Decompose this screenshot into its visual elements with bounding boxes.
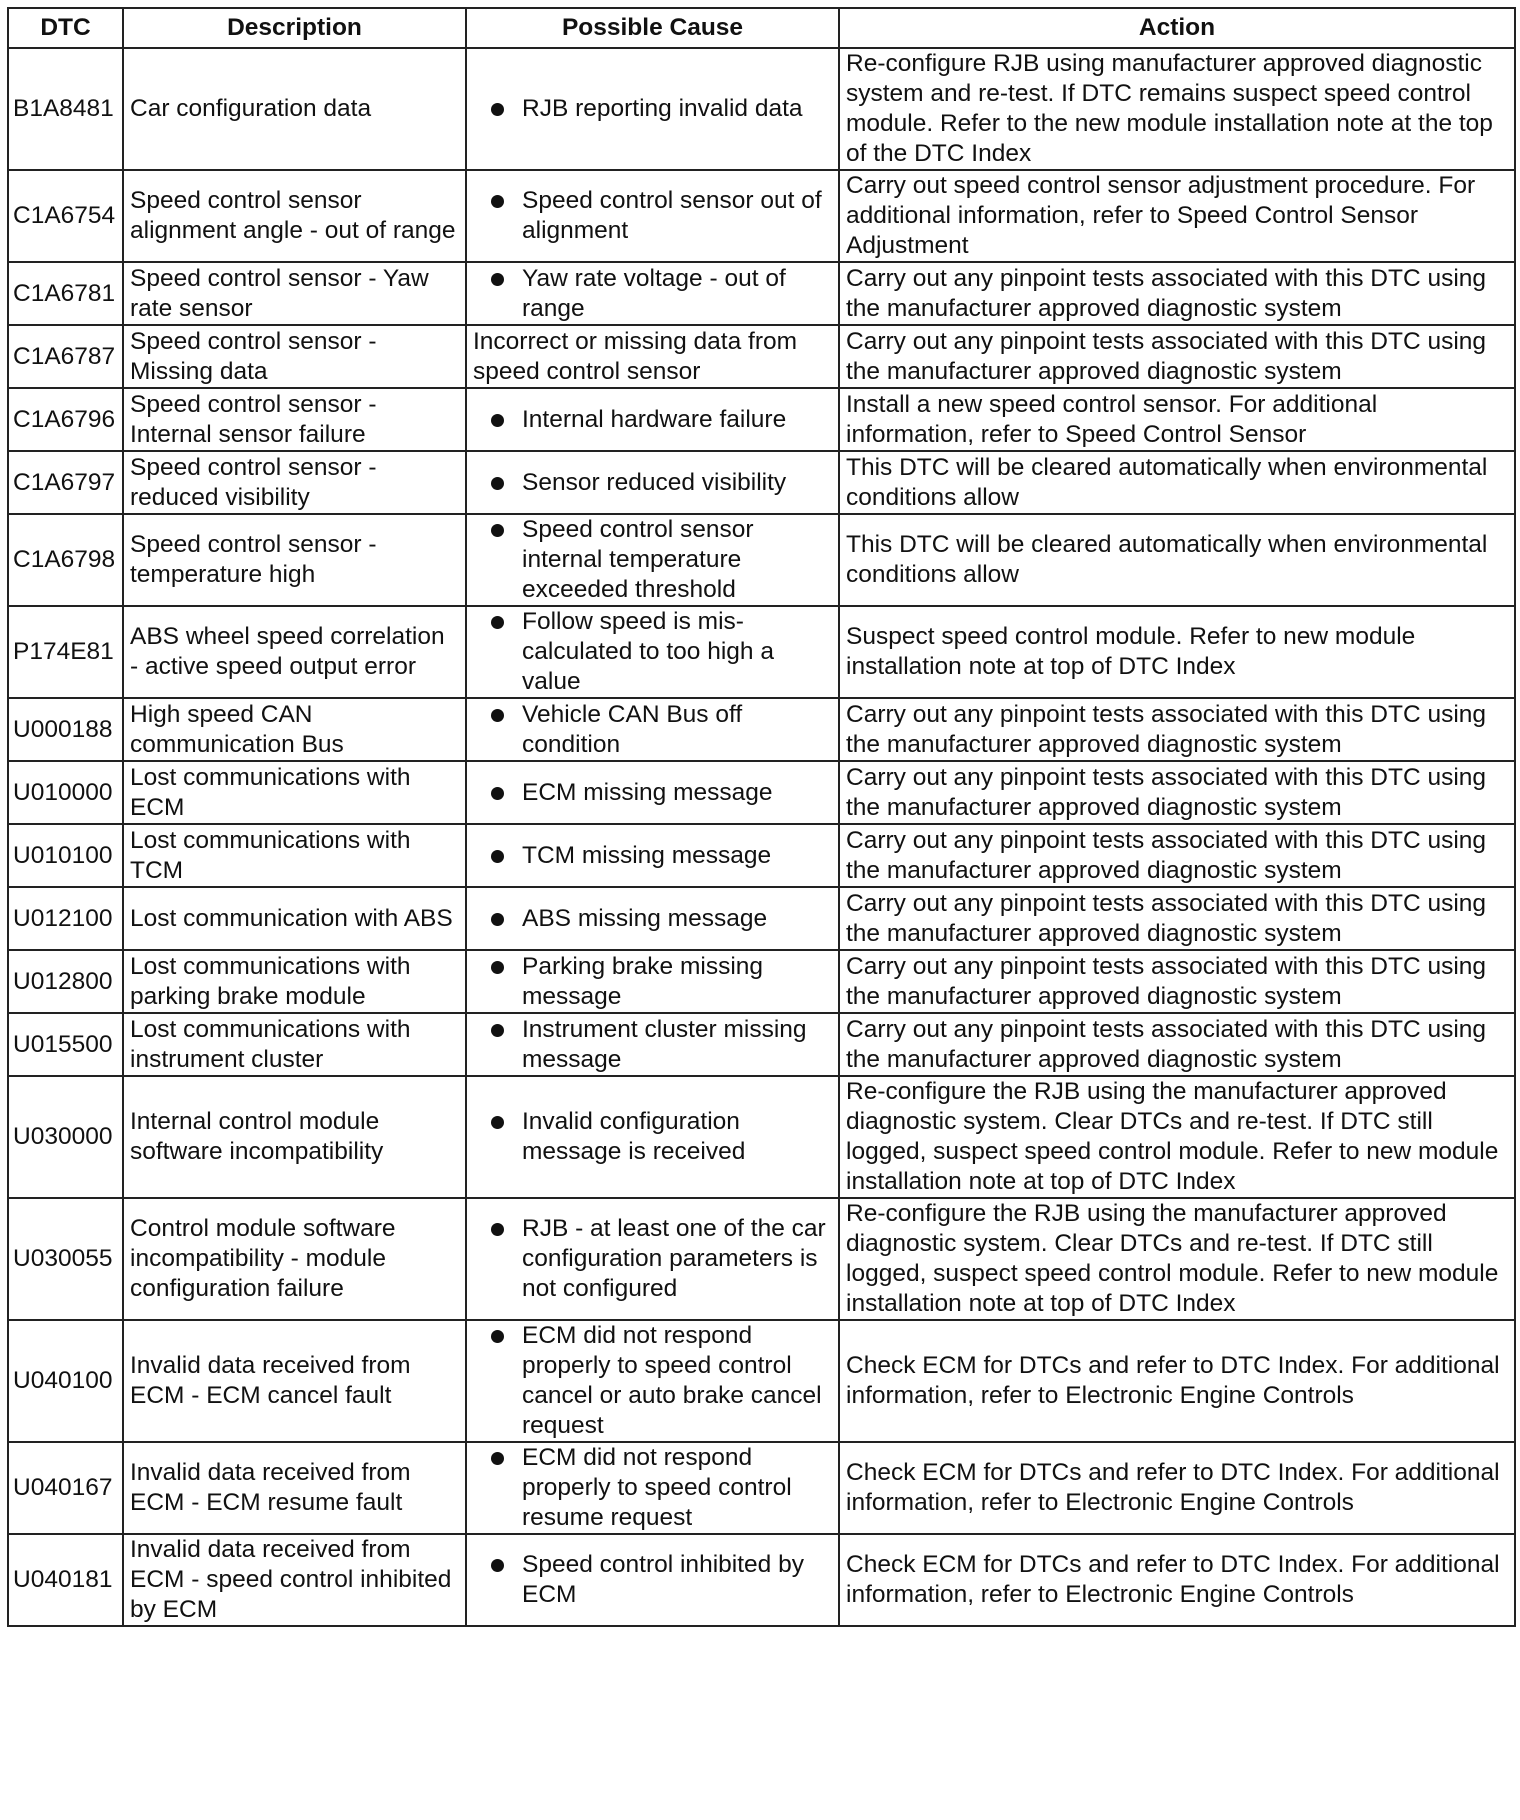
action: Install a new speed control sensor. For additional information, refer to Speed Control Sensor — [839, 388, 1515, 451]
header-description: Description — [123, 8, 466, 48]
possible-cause-text: RJB reporting invalid data — [522, 95, 803, 122]
possible-cause — [466, 1013, 839, 1076]
possible-cause-text: Parking brake missing message — [522, 952, 764, 1010]
table-row — [8, 1534, 1515, 1626]
action: Re-configure RJB using manufacturer approved diagnostic system and re-test. If DTC remains suspect speed control module. Refer to the new module installation note at the top of the DTC Index — [839, 48, 1515, 170]
action: Carry out any pinpoint tests associated with this DTC using the manufacturer approved diagnostic system — [839, 887, 1515, 950]
possible-cause-text: Follow speed is mis-calculated to too high a value — [522, 608, 774, 695]
possible-cause — [466, 262, 839, 325]
possible-cause — [466, 824, 839, 887]
table-row — [8, 48, 1515, 170]
dtc-description: Speed control sensor - temperature high — [123, 514, 466, 606]
dtc-description: Invalid data received from ECM - ECM resume fault — [123, 1442, 466, 1534]
dtc-code: B1A8481 — [8, 48, 123, 170]
possible-cause-text: ECM missing message — [522, 778, 773, 806]
possible-cause-text: Invalid configuration message is received — [522, 1108, 746, 1165]
possible-cause — [466, 698, 839, 761]
bullet-item — [473, 607, 832, 697]
table-row — [8, 824, 1515, 887]
table-row — [8, 1198, 1515, 1320]
possible-cause — [466, 388, 839, 451]
dtc-code: C1A6781 — [8, 262, 123, 325]
bullet-item — [473, 1550, 832, 1610]
possible-cause-text: TCM missing message — [522, 841, 772, 869]
bullet-icon — [491, 1559, 504, 1572]
bullet-icon — [491, 709, 504, 722]
action: Check ECM for DTCs and refer to DTC Index. For additional information, refer to Electronic Engine Controls — [839, 1442, 1515, 1534]
dtc-description: Lost communications with ECM — [123, 761, 466, 824]
dtc-description: Invalid data received from ECM - speed control inhibited by ECM — [123, 1534, 466, 1626]
table-row — [8, 1013, 1515, 1076]
bullet-icon — [491, 787, 504, 800]
bullet-icon — [491, 961, 504, 974]
bullet-item — [473, 405, 832, 435]
dtc-code: U012800 — [8, 950, 123, 1013]
possible-cause-text: Sensor reduced visibility — [522, 468, 787, 496]
possible-cause-text: Instrument cluster missing message — [522, 1015, 807, 1073]
possible-cause — [466, 950, 839, 1013]
bullet-item — [473, 952, 832, 1012]
dtc-code: P174E81 — [8, 606, 123, 698]
bullet-item — [473, 1015, 832, 1075]
possible-cause — [466, 1076, 839, 1198]
bullet-item — [473, 94, 832, 124]
header-action: Action — [839, 8, 1515, 48]
bullet-icon — [491, 1024, 504, 1037]
possible-cause — [466, 170, 839, 262]
dtc-code: U040181 — [8, 1534, 123, 1626]
table-row — [8, 887, 1515, 950]
bullet-item — [473, 264, 832, 324]
dtc-description: Lost communications with instrument cluster — [123, 1013, 466, 1076]
possible-cause — [466, 887, 839, 950]
possible-cause — [466, 48, 839, 170]
action: Carry out any pinpoint tests associated with this DTC using the manufacturer approved diagnostic system — [839, 698, 1515, 761]
dtc-code: U040100 — [8, 1320, 123, 1442]
bullet-item — [473, 1443, 832, 1533]
action: Re-configure the RJB using the manufacturer approved diagnostic system. Clear DTCs and re-test. If DTC still logged, suspect speed control module. Refer to new module installation note at top of DTC Index — [839, 1198, 1515, 1320]
possible-cause — [466, 451, 839, 514]
table-row — [8, 606, 1515, 698]
bullet-icon — [491, 1116, 504, 1129]
action: This DTC will be cleared automatically when environmental conditions allow — [839, 451, 1515, 514]
header-possible-cause: Possible Cause — [466, 8, 839, 48]
dtc-description: Lost communications with TCM — [123, 824, 466, 887]
table-row — [8, 698, 1515, 761]
dtc-code: C1A6754 — [8, 170, 123, 262]
possible-cause — [466, 514, 839, 606]
bullet-icon — [491, 103, 504, 116]
dtc-code: U030000 — [8, 1076, 123, 1198]
table-row — [8, 170, 1515, 262]
possible-cause — [466, 606, 839, 698]
bullet-item — [473, 515, 832, 605]
possible-cause-text: ECM did not respond properly to speed control resume request — [522, 1444, 792, 1531]
possible-cause — [466, 1534, 839, 1626]
table-row — [8, 262, 1515, 325]
action: Check ECM for DTCs and refer to DTC Index. For additional information, refer to Electronic Engine Controls — [839, 1320, 1515, 1442]
dtc-code: C1A6797 — [8, 451, 123, 514]
dtc-description: Speed control sensor - Yaw rate sensor — [123, 262, 466, 325]
action: Carry out any pinpoint tests associated with this DTC using the manufacturer approved diagnostic system — [839, 262, 1515, 325]
possible-cause-text: Speed control inhibited by ECM — [522, 1551, 804, 1608]
dtc-description: Lost communications with parking brake module — [123, 950, 466, 1013]
action: Carry out any pinpoint tests associated with this DTC using the manufacturer approved diagnostic system — [839, 950, 1515, 1013]
bullet-icon — [491, 1223, 504, 1236]
header-row — [8, 8, 1515, 48]
possible-cause-text: Internal hardware failure — [522, 405, 787, 433]
bullet-item — [473, 778, 832, 808]
possible-cause-text: ECM did not respond properly to speed control cancel or auto brake cancel request — [522, 1322, 822, 1439]
dtc-table — [7, 7, 1516, 1627]
bullet-icon — [491, 1452, 504, 1465]
possible-cause — [466, 1442, 839, 1534]
dtc-code: U030055 — [8, 1198, 123, 1320]
dtc-code: C1A6798 — [8, 514, 123, 606]
bullet-item — [473, 1214, 832, 1304]
possible-cause-text: Speed control sensor out of alignment — [522, 187, 822, 244]
table-row — [8, 761, 1515, 824]
bullet-item — [473, 841, 832, 871]
possible-cause-text: Speed control sensor internal temperature exceeded threshold — [522, 516, 754, 603]
bullet-icon — [491, 850, 504, 863]
dtc-description: Invalid data received from ECM - ECM cancel fault — [123, 1320, 466, 1442]
bullet-item — [473, 904, 832, 934]
dtc-description: Car configuration data — [123, 48, 466, 170]
dtc-code: C1A6796 — [8, 388, 123, 451]
table-row — [8, 1442, 1515, 1534]
bullet-item — [473, 700, 832, 760]
dtc-description: Control module software incompatibility - module configuration failure — [123, 1198, 466, 1320]
action: Carry out speed control sensor adjustment procedure. For additional information, refer to Speed Control Sensor Adjustment — [839, 170, 1515, 262]
table-row — [8, 388, 1515, 451]
possible-cause-text: RJB - at least one of the car configuration parameters is not configured — [522, 1215, 826, 1302]
dtc-description: Speed control sensor - Missing data — [123, 325, 466, 388]
dtc-code: C1A6787 — [8, 325, 123, 388]
dtc-description: Internal control module software incompatibility — [123, 1076, 466, 1198]
action: This DTC will be cleared automatically when environmental conditions allow — [839, 514, 1515, 606]
bullet-icon — [491, 913, 504, 926]
table-row — [8, 1320, 1515, 1442]
action: Carry out any pinpoint tests associated with this DTC using the manufacturer approved diagnostic system — [839, 824, 1515, 887]
dtc-description: Lost communication with ABS — [123, 887, 466, 950]
bullet-icon — [491, 273, 504, 286]
bullet-item — [473, 186, 832, 246]
table-row — [8, 451, 1515, 514]
possible-cause-text: ABS missing message — [522, 904, 768, 932]
dtc-code: U010000 — [8, 761, 123, 824]
possible-cause — [466, 1198, 839, 1320]
bullet-icon — [491, 1330, 504, 1343]
dtc-code: U010100 — [8, 824, 123, 887]
dtc-description: ABS wheel speed correlation - active speed output error — [123, 606, 466, 698]
dtc-description: High speed CAN communication Bus — [123, 698, 466, 761]
header-dtc: DTC — [8, 8, 123, 48]
action: Carry out any pinpoint tests associated with this DTC using the manufacturer approved diagnostic system — [839, 325, 1515, 388]
table-body — [8, 48, 1515, 1626]
bullet-icon — [491, 477, 504, 490]
possible-cause: Incorrect or missing data from speed control sensor — [466, 325, 839, 388]
action: Check ECM for DTCs and refer to DTC Index. For additional information, refer to Electronic Engine Controls — [839, 1534, 1515, 1626]
bullet-item — [473, 1107, 832, 1167]
possible-cause-text: Vehicle CAN Bus off condition — [522, 700, 743, 758]
dtc-code: U015500 — [8, 1013, 123, 1076]
action: Carry out any pinpoint tests associated with this DTC using the manufacturer approved diagnostic system — [839, 761, 1515, 824]
bullet-icon — [491, 524, 504, 537]
table-row — [8, 1076, 1515, 1198]
bullet-icon — [491, 616, 504, 629]
bullet-icon — [491, 414, 504, 427]
action: Carry out any pinpoint tests associated with this DTC using the manufacturer approved diagnostic system — [839, 1013, 1515, 1076]
action: Suspect speed control module. Refer to new module installation note at top of DTC Index — [839, 606, 1515, 698]
dtc-description: Speed control sensor - reduced visibility — [123, 451, 466, 514]
action: Re-configure the RJB using the manufacturer approved diagnostic system. Clear DTCs and re-test. If DTC still logged, suspect speed control module. Refer to new module installation note at top of DTC Index — [839, 1076, 1515, 1198]
possible-cause — [466, 761, 839, 824]
table-row — [8, 950, 1515, 1013]
possible-cause-text: Yaw rate voltage - out of range — [522, 264, 786, 322]
dtc-code: U000188 — [8, 698, 123, 761]
dtc-code: U012100 — [8, 887, 123, 950]
possible-cause — [466, 1320, 839, 1442]
table-row — [8, 514, 1515, 606]
bullet-item — [473, 468, 832, 498]
dtc-code: U040167 — [8, 1442, 123, 1534]
bullet-icon — [491, 195, 504, 208]
dtc-description: Speed control sensor alignment angle - out of range — [123, 170, 466, 262]
dtc-description: Speed control sensor - Internal sensor failure — [123, 388, 466, 451]
bullet-item — [473, 1321, 832, 1441]
table-row — [8, 325, 1515, 388]
